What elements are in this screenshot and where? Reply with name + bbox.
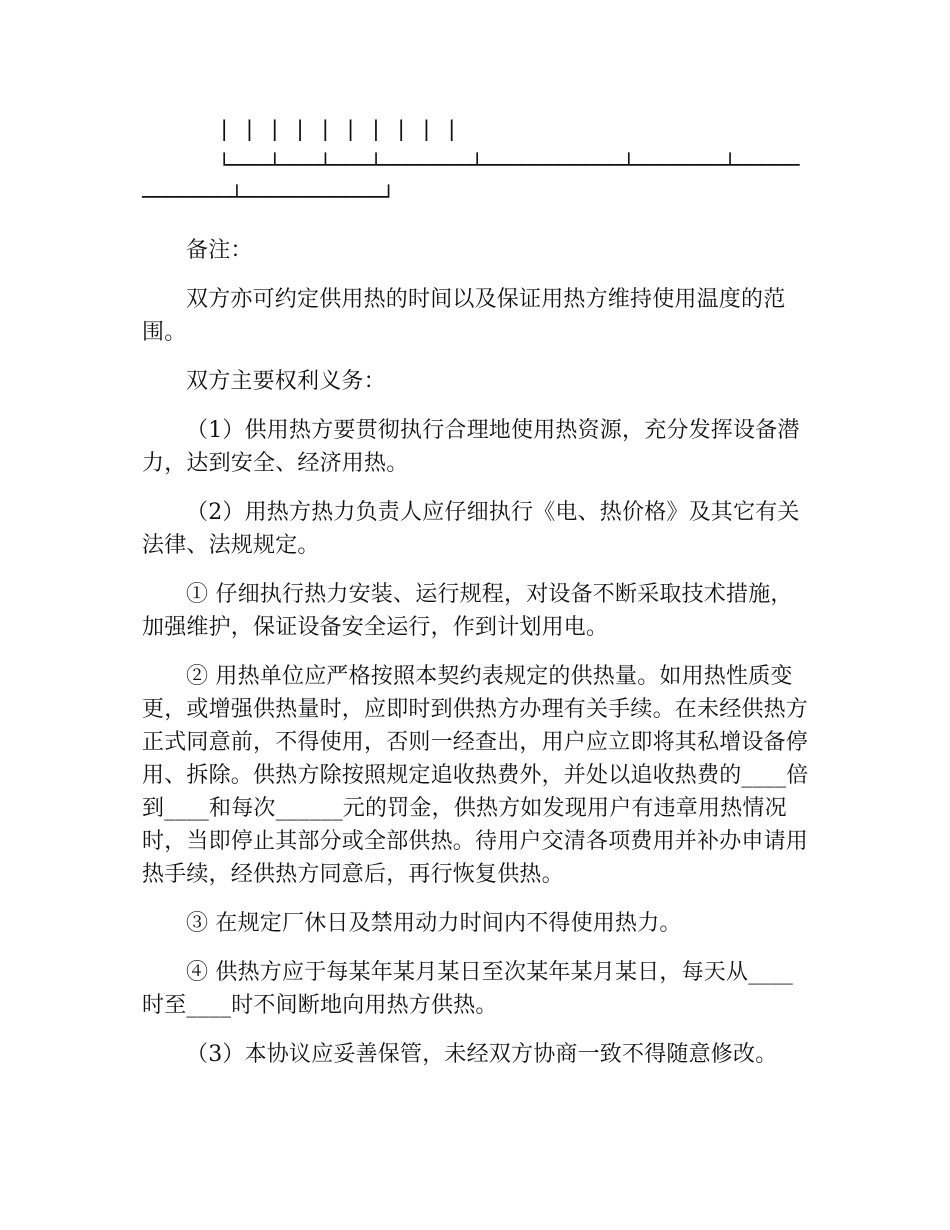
remarks-label: 备注：	[186, 238, 253, 263]
paragraph-subclause-4: ④ 供热方应于每某年某月某日至次某年某月某日，每天从____时至____时不间断地向用热方供热。	[142, 960, 793, 1018]
paragraph-clause-3: （3）本协议应妥善保管，未经双方协商一致不得随意修改。	[186, 1042, 778, 1067]
table-fragment-bottom-border: └───┴───┴───┴───────┴───────────┴───────┴─────	[142, 153, 800, 177]
paragraph-heat-time-range: 双方亦可约定供用热的时间以及保证用热方维持使用温度的范围。	[142, 287, 786, 345]
paragraph-subclause-2: ② 用热单位应严格按照本契约表规定的供热量。如用热性质变更，或增强供热量时，应即时到供热方办理有关手续。在未经供热方正式同意前，不得使用，否则一经查出，用户应立即将其私增设备停用、拆除。供热方除按照规定追收热费外，并处以追收热费的____倍到____和每次______元的罚金，供热方如发现用户有违章用热情况时，当即停止其部分或全部供热。待用户交清各项费用并补办申请用热手续，经供热方同意后，再行恢复供热。	[142, 664, 809, 887]
paragraph-rights-obligations-heading: 双方主要权利义务：	[186, 369, 386, 394]
paragraph-clause-1: （1）供用热方要贯彻执行合理地使用热资源，充分发挥设备潜力，达到安全、经济用热。	[142, 418, 800, 476]
table-fragment-bottom-border-continued: ───────┴───────────┘	[142, 185, 395, 209]
paragraph-subclause-3: ③ 在规定厂休日及禁用动力时间内不得使用热力。	[186, 911, 682, 936]
paragraph-subclause-1: ① 仔细执行热力安装、运行规程，对设备不断采取技术措施，加强维护，保证设备安全运行，作到计划用电。	[142, 582, 793, 640]
document-body	[142, 234, 812, 1087]
paragraph-clause-2: （2）用热方热力负责人应仔细执行《电、热价格》及其它有关法律、法规规定。	[142, 500, 800, 558]
table-fragment-row-dividers: | | | | | | | | | |	[142, 117, 459, 141]
